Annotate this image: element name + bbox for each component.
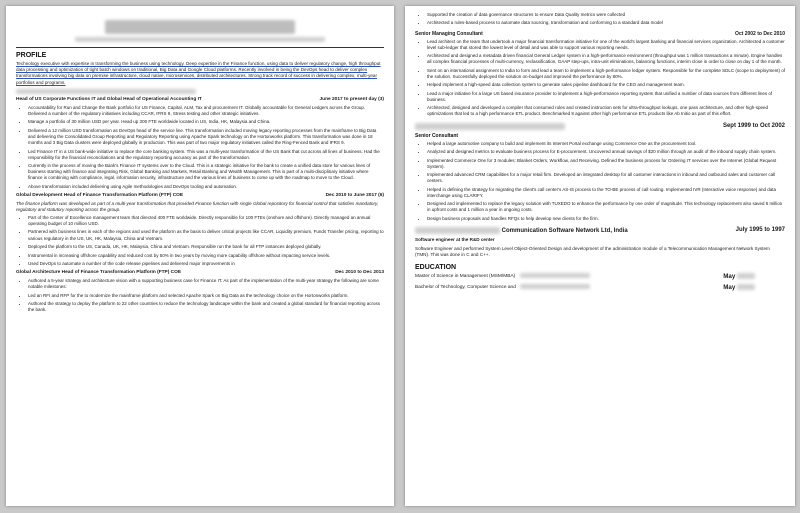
job-heading [16, 193, 384, 199]
degree-date [723, 273, 755, 280]
employer-heading [415, 123, 785, 130]
list-item: • Manage a portfolio of 30 million USD per year. Head up 300 FTE worldwide located in US, India, HK, Malaysia and China. [28, 119, 384, 125]
resume-page-2 [405, 6, 795, 506]
redacted-year [737, 284, 755, 290]
degree-month: May [723, 272, 736, 280]
resume-page-1 [6, 6, 394, 506]
list-item: • Architected and designed a metadata driven financial General Ledger system in a high-performance environment (throughput was 1 million transactions a minute). Engine handles all complex financial processes of multi-currency, reclassification, GAAP step-ups, intra-unit eliminations, balancing functions, interim close in order to close on day 1 of the month. [427, 53, 785, 65]
list-item: • Led an RFI and RFP for the to modernize the mainframe platform and selected Apache Spark on Big Data as the technology choice on the Hortonworks platform. [28, 293, 384, 299]
role-bullets [415, 39, 785, 118]
education-row [415, 284, 785, 291]
job-heading [16, 97, 384, 103]
role-bullets [415, 141, 785, 222]
header-divider [16, 47, 384, 48]
redacted-school [520, 273, 590, 278]
employer-name [415, 227, 628, 234]
role-date: Oct 2002 to Dec 2010 [734, 30, 785, 37]
list-item: • Instrumental in increasing offshore capability and reduced cost by 50% in two years by moving more capability offshore without impacting service levels. [28, 253, 384, 259]
list-item: • Implemented advanced CRM capabilities for a major retail firm. Developed an integrated desktop for all customer interactions in inbound and outbound sales and customer call centers. [427, 172, 785, 184]
continued-bullets [415, 12, 785, 27]
list-item: • Helped a large automotive company to build and implement its Internet Portal exchange using Commerce One as the procurement tool. [427, 141, 785, 147]
degree [415, 284, 590, 290]
job-date: Dec 2010 to June 2017 (6) [325, 192, 384, 198]
degree-label: Bachelor of Technology, Computer Science and [415, 285, 516, 290]
employer-heading [415, 227, 785, 234]
education-heading: EDUCATION [415, 263, 457, 271]
employer-title: Communication Software Network Ltd, India [501, 228, 628, 235]
list-item: • Helped in defining the strategy for migrating the client's call center's AS-IS process to the TO-BE process of call routing. Implemented IVR (Interactive voice response) and data interchange using CLARIFY. [427, 187, 785, 199]
list-item: • Part of the Center of Excellence management team that directed 400 FTE worldwide. Directly responsible for 100 FTEs (onshore and offshore). Directly managed an annual operating budget of 10 million USD. [28, 215, 384, 227]
list-item: • Delivered a 12 million USD transformation as DevOps head of the service line. This transformation included moving legacy reporting processes from the mainframe to Big Data and delivering the Consolidated Group Reporting and Regulatory Reporting using Apache Spark technology on the Hortonworks platform. This transformation was done in 18 months and 3 Big Data clusters were deployed globally in production. This was part of two major regulatory initiatives called the Ring-Fenced Bank and IFRS 9. [28, 128, 384, 146]
list-item: • Led Finance IT in a US bank-wide initiative to replace the core banking system. This was a multi-year transformation of the US Bank that cut across all lines of business. Had the responsibility for the financial reconciliations and the regulatory reporting accuracy as part of the transformation. [28, 149, 384, 161]
job-heading [16, 270, 384, 276]
profile-summary: Technology executive with expertise in transforming the business using technology. Deep expertise in the Finance function, using data to deliver regulatory change, high throughput data processing and optimization of tight batch windows on traditional, Big Data and Google Cloud platforms. Recently involved in being the DevOps head to deliver complex transformations involving big data on premise infrastructure, cloud native, microservices, distributed architectures. Strong track record of success in delivering complex, multi-year portfolios and programs. [16, 61, 381, 85]
job-bullets [16, 215, 384, 267]
list-item: • Lead a major initiative for a large US based insurance provider to implement a high-performance reporting system that unified a number of data sources from different lines of business. [427, 91, 785, 103]
list-item: • Designed and implemented to replace the legacy solution with TUXEDO to enhance the performance by one order of magnitude. This technology replacement also saved 5 million in upfront costs and 1 million a year in ongoing costs. [427, 201, 785, 213]
list-item: • Deployed the platform to the US, Canada, UK, HK, Malaysia, China and Vietnam. Responsible run the bank for all FTP instances deployed globally. [28, 244, 384, 250]
employer-date: July 1995 to 1997 [735, 227, 785, 234]
job-bullets [16, 105, 384, 190]
job-bullets [16, 278, 384, 313]
list-item: • Authored the strategy to deploy the platform to 22 other countries to reduce the technology landscape within the bank and created a global standard for financial reporting across the bank. [28, 301, 384, 313]
list-item: • Analyzed and designed metrics to evaluate business process for E-procurement. Uncovered annual savings of $20 million through an audit of the inbound supply chain system. [427, 149, 785, 155]
list-item: • Authored a 5-year strategy and architecture vision with a supporting business case for Finance IT. As part of the implementation of the multi-year strategy the following are some notable milestones: [28, 278, 384, 290]
list-item: • Helped implement a high-speed data collection system to generate sales pipeline dashboard for the CEO and management team. [427, 82, 785, 88]
employer-date: Sept 1999 to Oct 2002 [722, 123, 785, 130]
redacted-contact [75, 37, 325, 42]
education-row [415, 273, 785, 280]
job-title: Global Development Head of Finance Transformation Platform (FTP) COE [16, 192, 184, 198]
redacted-name [105, 20, 295, 34]
job-subtitle: The finance platform was developed as part of a multi-year transformation that provided Finance function with single Global repository for financial control that satisfies mandatory, regulatory and statutory reporting across the group. [16, 200, 379, 212]
redacted-employer [415, 123, 565, 130]
list-item: • Above transformation included delivering using Agile methodologies and DevOps tooling and automation. [28, 184, 384, 190]
list-item: • Design business proposals and handles RFQs to help develop new clients for the firm. [427, 216, 785, 222]
job-title: Global Architecture Head of Finance Transformation Platform (FTP) COE [16, 270, 182, 276]
list-item: • Used DevOps to automate a number of the code release pipelines and delivered major improvements in [28, 261, 384, 267]
role-title: Software engineer at the R&D center [415, 237, 495, 243]
redacted-company-prefix [415, 227, 500, 234]
redacted-year [737, 273, 755, 279]
role-heading [415, 31, 785, 37]
degree-month: May [723, 283, 736, 291]
role-title: Senior Managing Consultant [415, 30, 483, 37]
job-date: Dec 2010 to Dec 2013 [335, 270, 384, 276]
list-item: • Partnered with business lines in each of the regions and used the platform as the basis to deliver critical projects like CCAR, Liquidity premium, Funds Transfer pricing, reporting to various regulatory in the US, UK, HK, Malaysia, China and Vietnam. [28, 229, 384, 241]
list-item: • Accountability for Run and Change the Bank portfolio for US Finance, Capital, ALM, Tax and procurement IT. Globally accountable for General Ledgers across the Group. Delivered a number of the regulatory initiatives including CCAR, IFRS 9, Stress testing and other strategic initiatives. [28, 105, 384, 117]
role-title: Senior Consultant [415, 132, 459, 139]
list-item: • Currently in the process of moving the Bank's Finance IT systems over to the Cloud. This is a strategic initiative for the bank to create a unified data store for various lines of business starting with finance and integrating Risk, Global Banking and Markets, Retail Banking and Wealth Management. This is part of a multi-disciplinary initiative where finance is combining with compliance, legal, information security, infrastructure and the various lines of business to come up with the roadmap to move to the Cloud. [28, 163, 384, 181]
list-item: • Supported the creation of data governance structures to ensure Data Quality metrics were collected [427, 12, 785, 18]
job-date: June 2017 to present day (3) [319, 96, 384, 102]
job-title: Head of US Corporate Functions IT and Global Head of Operational Accounting IT [16, 96, 202, 102]
degree-date [723, 284, 755, 291]
list-item: • Sent on an international assignment to India to form and lead a team to implement a high-performance ledger system. Responsible for the complete SDLC (scope to deployment) of the solution. Successfully deployed the solution on-budget and improved the performance by 80%. [427, 68, 785, 80]
list-item: • Architected, designed and developed a compiler that consumed rules and created instruction sets for ultra-throughput lookups, one pass architecture, and other high-speed optimizations that led to a high performance ETL product. Benchmarked 8 against other high performance ETL products like Ab Initio as part of this effort. [427, 105, 785, 117]
role-description: Software Engineer and performed System Level Object-Oriented Design and development of the administration module of a Telecommunication Management Network System (TMN). This was done in C and C++. [415, 246, 770, 258]
redacted-school [520, 284, 590, 289]
list-item: • Architected a rules-based process to automate data sourcing, transformation and conforming to a standard data model [427, 20, 785, 26]
profile-heading: PROFILE [16, 52, 47, 59]
degree-label: Master of Science in Management (MSM/MBA) [415, 274, 516, 279]
list-item: • Lead architect on the team that undertook a major financial transformation initiative for one of the world's largest banking and financial services organization. Architected a customer level sub-ledger that stored the lowest level of detail and was able to support various reporting needs. [427, 39, 785, 51]
list-item: • Implemented Commerce One for 3 modules: Blanket Orders, Workflow, and Receiving. Defined the business process for Ordering IT services over the Internet (Global Request System). [427, 158, 785, 170]
redacted-employer [16, 89, 196, 94]
degree [415, 273, 590, 279]
